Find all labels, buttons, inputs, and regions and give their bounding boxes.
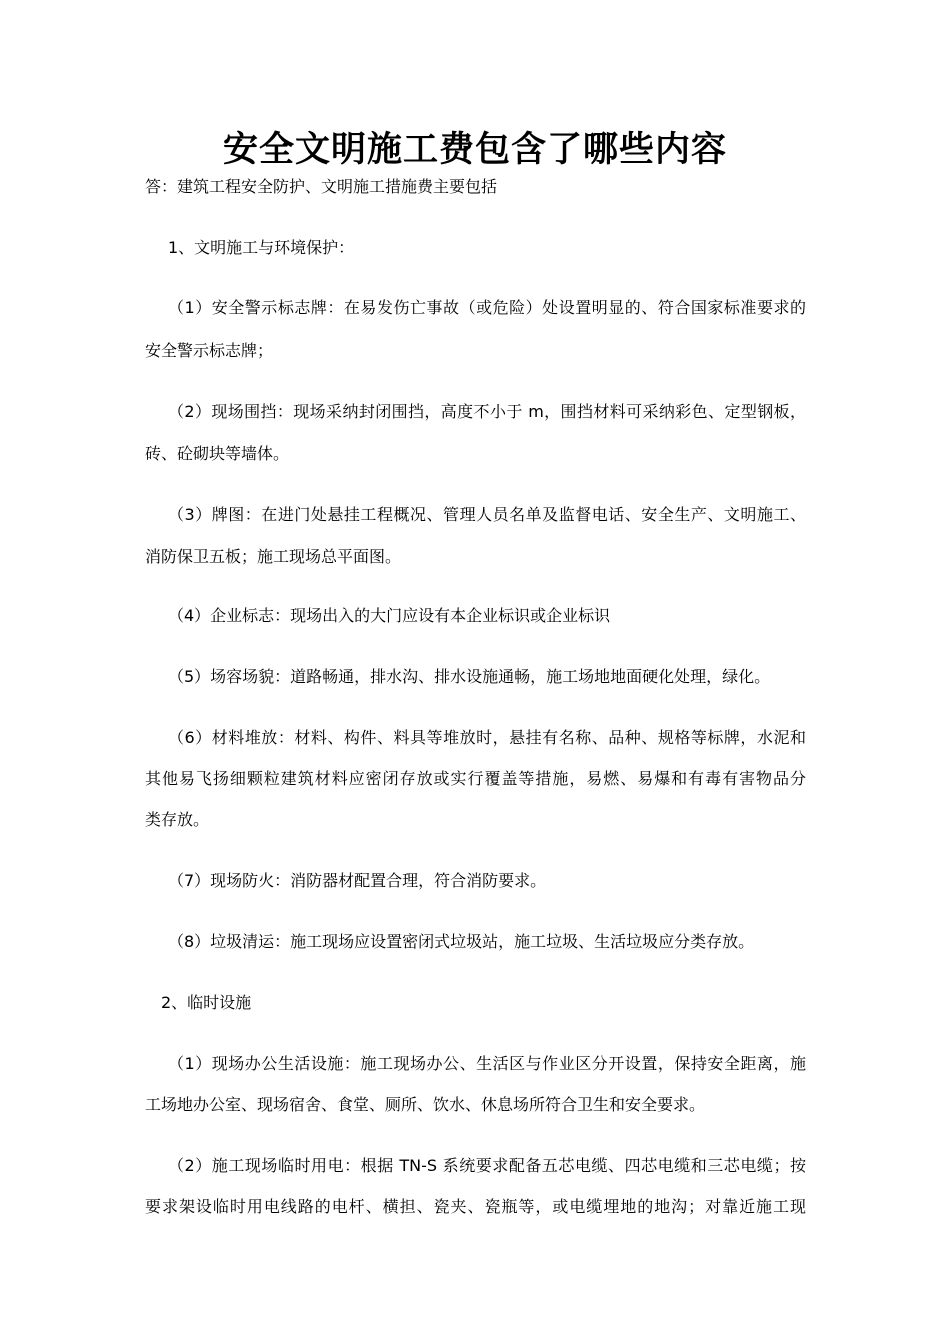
item-1-6-line-2: 其他易飞扬细颗粒建筑材料应密闭存放或实行覆盖等措施，易燃、易爆和有毒有害物品分 bbox=[145, 769, 806, 788]
item-2-2-line-2: 要求架设临时用电线路的电杆、横担、瓷夹、瓷瓶等，或电缆埋地的地沟；对靠近施工现 bbox=[145, 1197, 806, 1216]
section-1-heading: 1、文明施工与环境保护： bbox=[168, 238, 355, 257]
item-1-4-line-1: （4）企业标志：现场出入的大门应设有本企业标识或企业标识 bbox=[168, 606, 611, 625]
item-1-5-line-1: （5）场容场貌：道路畅通，排水沟、排水设施通畅，施工场地地面硬化处理，绿化。 bbox=[168, 667, 771, 686]
item-1-3-line-2: 消防保卫五板；施工现场总平面图。 bbox=[145, 547, 402, 566]
section-2-heading: 2、临时设施 bbox=[161, 993, 252, 1012]
item-1-8-line-1: （8）垃圾清运：施工现场应设置密闭式垃圾站，施工垃圾、生活垃圾应分类存放。 bbox=[168, 932, 755, 951]
item-2-2-line-1: （2）施工现场临时用电：根据 TN-S 系统要求配备五芯电缆、四芯电缆和三芯电缆；按 bbox=[168, 1156, 806, 1175]
item-1-6-line-1: （6）材料堆放：材料、构件、料具等堆放时，悬挂有名称、品种、规格等标牌，水泥和 bbox=[168, 728, 806, 747]
item-1-2-line-2: 砖、砼砌块等墙体。 bbox=[145, 444, 290, 463]
answer-intro: 答：建筑工程安全防护、文明施工措施费主要包括 bbox=[145, 177, 498, 196]
item-1-7-line-1: （7）现场防火：消防器材配置合理，符合消防要求。 bbox=[168, 871, 547, 890]
item-1-6-line-3: 类存放。 bbox=[145, 810, 210, 829]
item-1-2-line-1: （2）现场围挡：现场采纳封闭围挡，高度不小于 m，围挡材料可采纳彩色、定型钢板， bbox=[168, 402, 806, 421]
document-title: 安全文明施工费包含了哪些内容 bbox=[222, 129, 727, 170]
item-1-1-line-1: （1）安全警示标志牌：在易发伤亡事故（或危险）处设置明显的、符合国家标准要求的 bbox=[168, 298, 806, 317]
item-1-1-line-2: 安全警示标志牌； bbox=[145, 341, 274, 360]
item-1-3-line-1: （3）牌图：在进门处悬挂工程概况、管理人员名单及监督电话、安全生产、文明施工、 bbox=[168, 505, 806, 524]
item-2-1-line-1: （1）现场办公生活设施：施工现场办公、生活区与作业区分开设置，保持安全距离，施 bbox=[168, 1054, 806, 1073]
item-2-1-line-2: 工场地办公室、现场宿舍、食堂、厕所、饮水、休息场所符合卫生和安全要求。 bbox=[145, 1095, 706, 1114]
